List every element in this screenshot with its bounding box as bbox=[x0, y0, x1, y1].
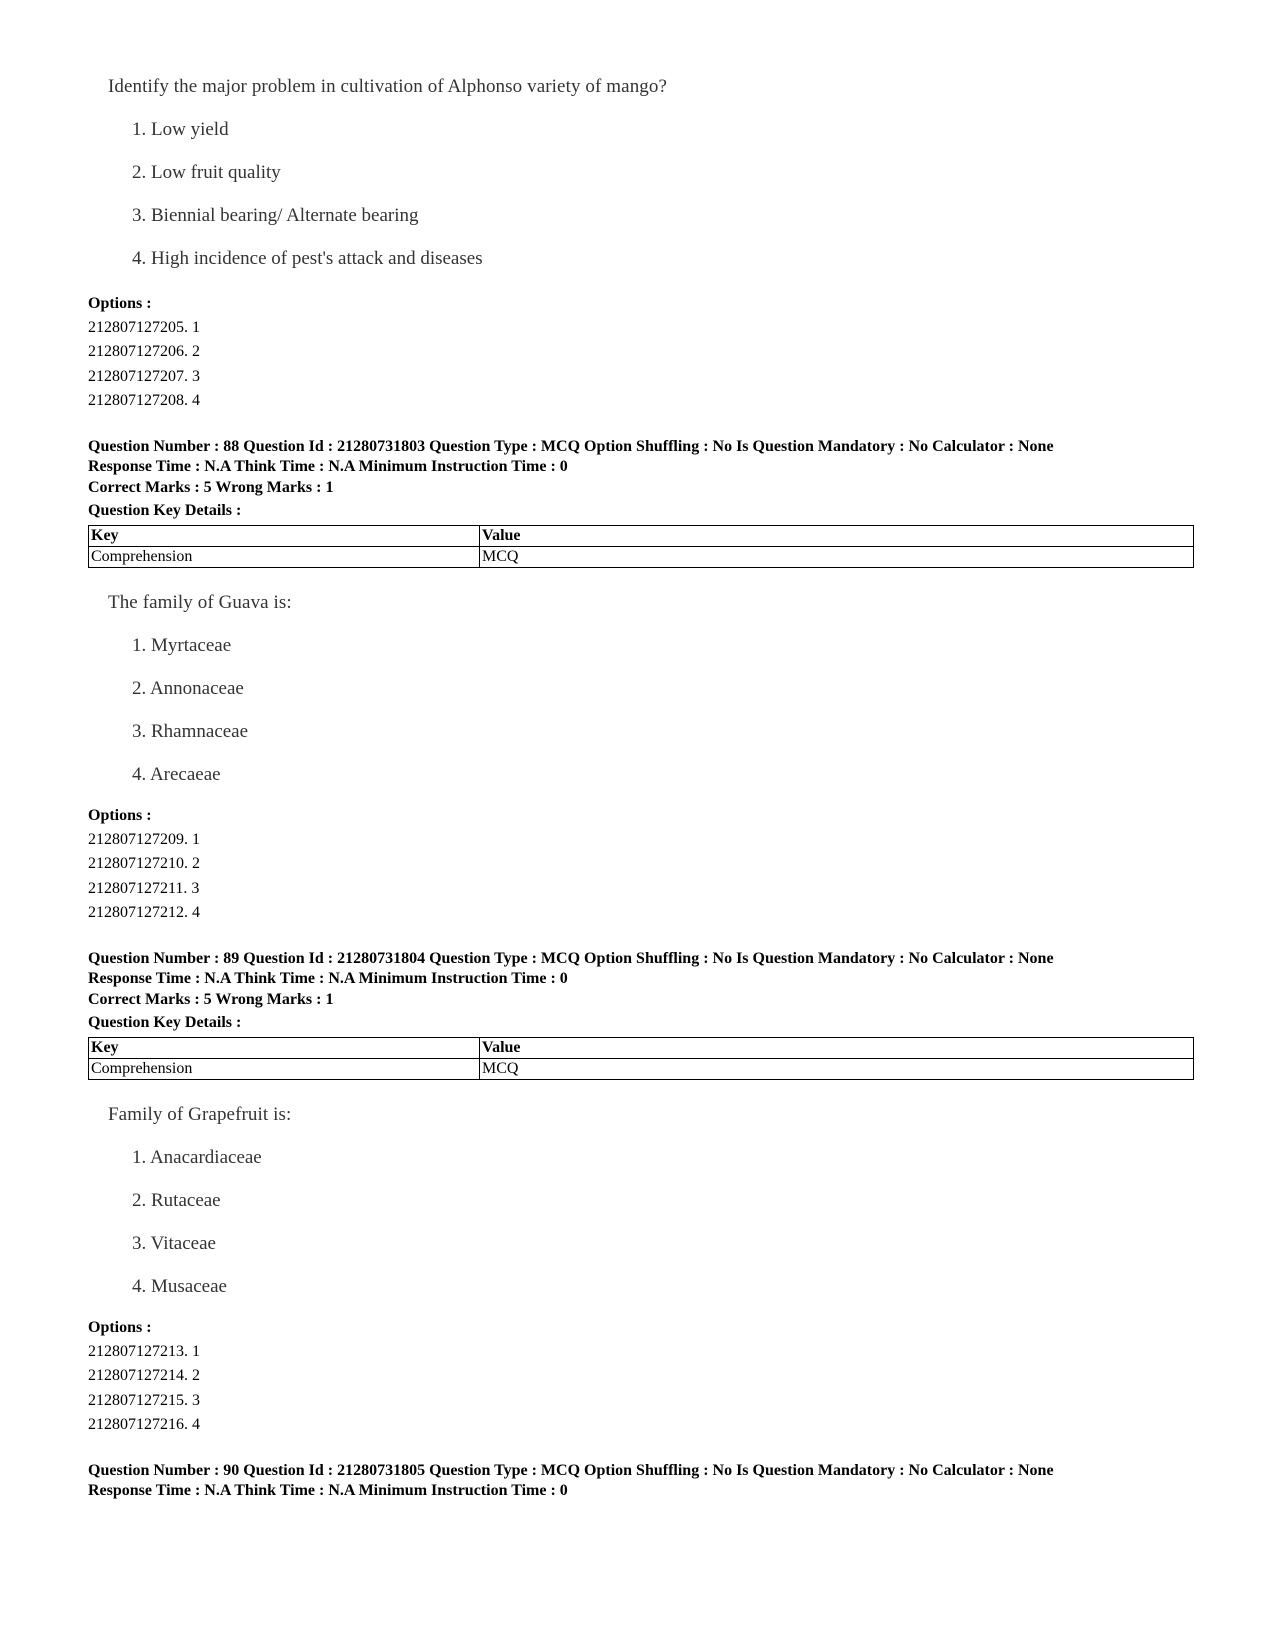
q89-options bbox=[88, 1316, 200, 1437]
table-header-row bbox=[89, 1038, 1194, 1059]
option-line: 212807127210. 2 bbox=[88, 855, 200, 873]
choice-3: 3. Vitaceae bbox=[132, 1233, 216, 1254]
q89-key-table bbox=[88, 1037, 1194, 1080]
q88-meta bbox=[88, 437, 1054, 477]
choice-4: 4. Musaceae bbox=[132, 1276, 227, 1297]
choice-4: 4. Arecaeae bbox=[132, 764, 221, 785]
question-meta-line2: Response Time : N.A Think Time : N.A Minimum Instruction Time : 0 bbox=[88, 1482, 568, 1499]
option-line: 212807127209. 1 bbox=[88, 831, 200, 849]
option-line: 212807127205. 1 bbox=[88, 319, 200, 337]
q88-options bbox=[88, 804, 200, 925]
key-header: Key bbox=[89, 1038, 480, 1059]
value-header: Value bbox=[480, 1038, 1194, 1059]
key-cell: Comprehension bbox=[89, 1059, 480, 1080]
choice-2: 2. Low fruit quality bbox=[132, 162, 281, 183]
option-line: 212807127206. 2 bbox=[88, 343, 200, 361]
value-cell: MCQ bbox=[480, 1059, 1194, 1080]
q89-meta bbox=[88, 949, 1054, 989]
choice-2: 2. Annonaceae bbox=[132, 678, 244, 699]
table-header-row bbox=[89, 526, 1194, 547]
value-cell: MCQ bbox=[480, 547, 1194, 568]
options-title: Options : bbox=[88, 807, 152, 824]
choice-2: 2. Rutaceae bbox=[132, 1190, 221, 1211]
question-meta-line2: Response Time : N.A Think Time : N.A Minimum Instruction Time : 0 bbox=[88, 458, 568, 475]
option-line: 212807127208. 4 bbox=[88, 391, 200, 409]
table-row bbox=[89, 1059, 1194, 1080]
choice-1: 1. Anacardiaceae bbox=[132, 1147, 262, 1168]
options-title: Options : bbox=[88, 1319, 152, 1336]
question-meta-line1: Question Number : 90 Question Id : 21280731805 Question Type : MCQ Option Shuffling : No Is Question Mandatory : No Calculator : None bbox=[88, 1462, 1054, 1479]
option-line: 212807127214. 2 bbox=[88, 1367, 200, 1385]
q87-options bbox=[88, 292, 200, 413]
value-header: Value bbox=[480, 526, 1194, 547]
option-line: 212807127211. 3 bbox=[88, 879, 200, 897]
choice-1: 1. Low yield bbox=[132, 119, 229, 140]
choice-3: 3. Rhamnaceae bbox=[132, 721, 249, 742]
option-line: 212807127213. 1 bbox=[88, 1343, 200, 1361]
table-row bbox=[89, 547, 1194, 568]
key-cell: Comprehension bbox=[89, 547, 480, 568]
option-line: 212807127215. 3 bbox=[88, 1391, 200, 1409]
question-stem: Identify the major problem in cultivation of Alphonso variety of mango? bbox=[108, 76, 668, 97]
question-meta-line2: Response Time : N.A Think Time : N.A Minimum Instruction Time : 0 bbox=[88, 970, 568, 987]
key-header: Key bbox=[89, 526, 480, 547]
options-title: Options : bbox=[88, 295, 152, 312]
choice-3: 3. Biennial bearing/ Alternate bearing bbox=[132, 205, 419, 226]
choice-4: 4. High incidence of pest's attack and diseases bbox=[132, 248, 483, 269]
q89-marks: Correct Marks : 5 Wrong Marks : 1 bbox=[88, 991, 334, 1008]
option-line: 212807127216. 4 bbox=[88, 1415, 200, 1433]
option-line: 212807127207. 3 bbox=[88, 367, 200, 385]
q89-key-details-heading: Question Key Details : bbox=[88, 1014, 242, 1031]
q88-key-table bbox=[88, 525, 1194, 568]
q88-marks: Correct Marks : 5 Wrong Marks : 1 bbox=[88, 479, 334, 496]
q88-key-details-heading: Question Key Details : bbox=[88, 502, 242, 519]
question-stem: Family of Grapefruit is: bbox=[108, 1104, 292, 1125]
question-meta-line1: Question Number : 89 Question Id : 21280731804 Question Type : MCQ Option Shuffling : No Is Question Mandatory : No Calculator : None bbox=[88, 950, 1054, 967]
question-stem: The family of Guava is: bbox=[108, 592, 292, 613]
q90-meta bbox=[88, 1461, 1054, 1501]
choice-1: 1. Myrtaceae bbox=[132, 635, 232, 656]
question-meta-line1: Question Number : 88 Question Id : 21280731803 Question Type : MCQ Option Shuffling : No Is Question Mandatory : No Calculator : None bbox=[88, 438, 1054, 455]
option-line: 212807127212. 4 bbox=[88, 903, 200, 921]
